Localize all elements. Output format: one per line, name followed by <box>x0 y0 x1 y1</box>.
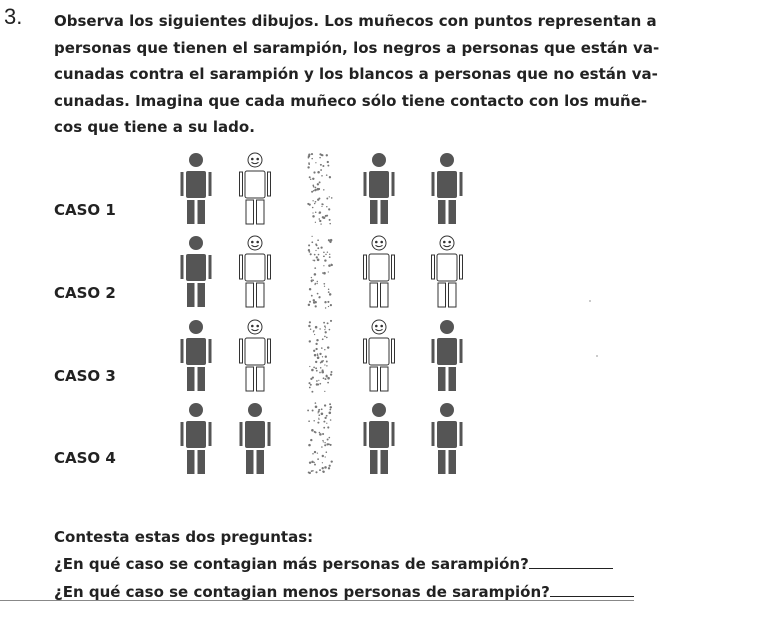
question-2-text: ¿En qué caso se contagian menos personas de sarampión? <box>54 583 550 601</box>
case-3-label: CASO 3 <box>54 367 116 385</box>
case-2-label: CASO 2 <box>54 284 116 302</box>
intro-line: cunadas contra el sarampión y los blancos a personas que no están va- <box>54 65 658 83</box>
vaccinated-person-icon <box>430 150 464 228</box>
questions-heading: Contesta estas dos preguntas: <box>54 528 314 546</box>
intro-line: cunadas. Imagina que cada muñeco sólo tiene contacto con los muñe- <box>54 91 648 110</box>
unvaccinated-person-icon <box>238 317 272 395</box>
answer-1-blank[interactable] <box>529 554 613 569</box>
infected-person-icon <box>303 317 337 395</box>
question-1-text: ¿En qué caso se contagian más personas de sarampión? <box>54 555 529 573</box>
infected-person-icon <box>303 233 337 311</box>
scan-speck <box>596 355 598 357</box>
intro-line: personas que tienen el sarampión, los negros a personas que están va- <box>54 38 660 57</box>
unvaccinated-person-icon <box>362 317 396 395</box>
vaccinated-person-icon <box>362 400 396 478</box>
question-1 <box>54 554 613 573</box>
vaccinated-person-icon <box>179 150 213 228</box>
question-number: 3. <box>4 4 23 29</box>
answer-2-blank[interactable] <box>550 582 634 597</box>
unvaccinated-person-icon <box>362 233 396 311</box>
unvaccinated-person-icon <box>238 150 272 228</box>
case-4-label: CASO 4 <box>54 449 116 467</box>
vaccinated-person-icon <box>430 400 464 478</box>
bottom-divider <box>0 600 634 601</box>
unvaccinated-person-icon <box>430 233 464 311</box>
infected-person-icon <box>303 400 337 478</box>
infected-person-icon <box>303 150 337 228</box>
vaccinated-person-icon <box>238 400 272 478</box>
scan-speck <box>589 300 591 302</box>
question-2 <box>54 582 634 601</box>
vaccinated-person-icon <box>362 150 396 228</box>
intro-line: cos que tiene a su lado. <box>54 118 255 136</box>
vaccinated-person-icon <box>179 400 213 478</box>
unvaccinated-person-icon <box>238 233 272 311</box>
question-instructions <box>54 8 660 141</box>
vaccinated-person-icon <box>179 233 213 311</box>
intro-line: Observa los siguientes dibujos. Los muñecos con puntos representan a <box>54 12 657 30</box>
vaccinated-person-icon <box>179 317 213 395</box>
case-1-label: CASO 1 <box>54 201 116 219</box>
vaccinated-person-icon <box>430 317 464 395</box>
